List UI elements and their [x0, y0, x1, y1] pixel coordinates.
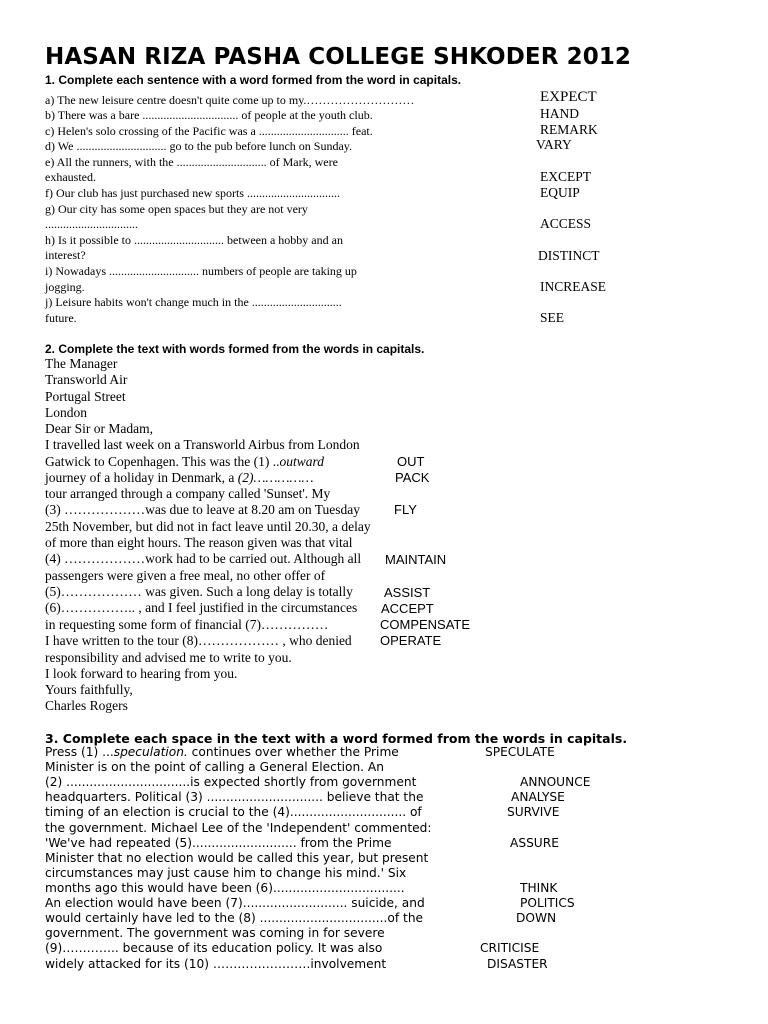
section2-keyword: OPERATE: [380, 633, 442, 648]
letter-line: Charles Rogers: [45, 698, 128, 713]
section3-line: the government. Michael Lee of the 'Independent' commented:: [45, 821, 432, 835]
section1-keyword: EXCEPT: [540, 169, 592, 184]
section3-keyword: THINK: [520, 881, 558, 895]
section1-line: b) There was a bare ................................ of people at the youth club.: [45, 108, 373, 122]
letter-line: 25th November, but did not in fact leave until 20.30, a delay: [45, 519, 371, 534]
section3-keyword: CRITICISE: [480, 941, 540, 955]
section3-line: (9)………….. because of its education policy. It was also: [45, 941, 383, 955]
section3-keyword: SPECULATE: [485, 745, 555, 759]
section1-keyword: REMARK: [540, 122, 598, 137]
section2-keyword: COMPENSATE: [380, 617, 471, 632]
letter-line: in requesting some form of financial (7)……………: [45, 617, 329, 632]
section3-line: timing of an election is crucial to the (4).............................. of: [45, 805, 422, 819]
section1-keyword: SEE: [540, 310, 565, 325]
letter-line: I have written to the tour (8)……………… , who denied: [45, 633, 352, 648]
letter-line: I look forward to hearing from you.: [45, 666, 238, 681]
letter-line: London: [45, 405, 87, 420]
letter-line: Gatwick to Copenhagen. This was the (1) ..outward: [45, 454, 324, 469]
section1-line: g) Our city has some open spaces but they are not very: [45, 202, 308, 216]
section2-keyword: ACCEPT: [381, 601, 434, 616]
letter-line: tour arranged through a company called 'Sunset'. My: [45, 486, 331, 501]
section1-line: d) We .............................. go to the pub before lunch on Sunday.: [45, 139, 352, 153]
section1-keyword: ACCESS: [540, 216, 592, 231]
page-title: HASAN RIZA PASHA COLLEGE SHKODER 2012: [45, 44, 632, 70]
letter-line: responsibility and advised me to write to you.: [45, 650, 292, 665]
section3-line: circumstances may just cause him to change his mind.' Six: [45, 866, 407, 880]
section1-keyword: INCREASE: [540, 279, 607, 294]
letter-line: Transworld Air: [45, 372, 128, 387]
section3-line: government. The government was coming in for severe: [45, 926, 385, 940]
section1-keyword: DISTINCT: [538, 248, 600, 263]
section1-line: jogging.: [45, 280, 85, 294]
section1-line: e) All the runners, with the .............................. of Mark, were: [45, 155, 338, 169]
section3-line: would certainly have led to the (8) .................................of the: [45, 911, 424, 925]
section3-line: An election would have been (7)........................... suicide, and: [45, 896, 425, 910]
section3-keyword: ANALYSE: [511, 790, 565, 804]
section2-keyword: OUT: [397, 454, 425, 469]
section3-keyword: DOWN: [516, 911, 557, 925]
section3-keyword: ANNOUNCE: [520, 775, 591, 789]
section2-keyword: PACK: [395, 470, 430, 485]
letter-line: journey of a holiday in Denmark, a (2)……………: [45, 470, 314, 485]
section1-line: j) Leisure habits won't change much in the ..............................: [45, 295, 342, 309]
section1-keyword: VARY: [536, 137, 572, 152]
section3-line: widely attacked for its (10) ……………………involvement: [45, 957, 387, 971]
section3-keyword: DISASTER: [487, 957, 548, 971]
letter-line: of more than eight hours. The reason given was that vital: [45, 535, 353, 550]
section3-line: (2) ................................is expected shortly from government: [45, 775, 417, 789]
letter-line: (3) ………………was due to leave at 8.20 am on Tuesday: [45, 502, 360, 517]
letter-line: The Manager: [45, 356, 118, 371]
section1-line: ...............................: [45, 217, 138, 231]
section3-line: Minister is on the point of calling a General Election. An: [45, 760, 384, 774]
section1-line: exhausted.: [45, 170, 96, 184]
section3-keyword: SURVIVE: [507, 805, 560, 819]
section3-line: 'We've had repeated (5)........................... from the Prime: [45, 836, 392, 850]
section3-line: headquarters. Political (3) .............................. believe that the: [45, 790, 424, 804]
section1-keyword: EXPECT: [540, 89, 597, 105]
section3-keyword: ASSURE: [510, 836, 559, 850]
section1-line: c) Helen's solo crossing of the Pacific was a .............................. feat.: [45, 124, 373, 138]
section1-line: i) Nowadays .............................. numbers of people are taking up: [45, 264, 357, 278]
section1-line: f) Our club has just purchased new sports ...............................: [45, 186, 340, 200]
section2-heading: 2. Complete the text with words formed from the words in capitals.: [45, 342, 425, 356]
example-answer: speculation.: [113, 745, 188, 759]
section1-keyword: HAND: [540, 106, 579, 121]
section2-keyword: FLY: [394, 502, 417, 517]
section1-line: future.: [45, 311, 77, 325]
letter-line: Dear Sir or Madam,: [45, 421, 153, 436]
letter-line: (4) ………………work had to be carried out. Although all: [45, 551, 362, 566]
section1-line: h) Is it possible to .............................. between a hobby and an: [45, 233, 343, 247]
letter-line: Yours faithfully,: [45, 682, 133, 697]
section1-line: interest?: [45, 248, 86, 262]
section1-line: a) The new leisure centre doesn't quite come up to my.………………………: [45, 93, 415, 107]
letter-line: passengers were given a free meal, no other offer of: [45, 568, 326, 583]
letter-line: (6)…………….. , and I feel justified in the circumstances: [45, 600, 358, 615]
section3-line: Minister that no election would be called this year, but present: [45, 851, 429, 865]
example-answer: outward: [279, 454, 324, 469]
section3-heading: 3. Complete each space in the text with a word formed from the words in capitals.: [45, 731, 628, 746]
letter-line: (5)……………… was given. Such a long delay is totally: [45, 584, 353, 599]
section1-keyword: EQUIP: [540, 185, 580, 200]
section3-keyword: POLITICS: [520, 896, 575, 910]
section2-keyword: ASSIST: [384, 585, 431, 600]
section3-line: months ago this would have been (6)..................................: [45, 881, 405, 895]
section2-keyword: MAINTAIN: [385, 552, 447, 567]
section3-line: Press (1) ...speculation. continues over whether the Prime: [45, 745, 399, 759]
letter-line: I travelled last week on a Transworld Airbus from London: [45, 437, 360, 452]
letter-line: Portugal Street: [45, 389, 126, 404]
section1-heading: 1. Complete each sentence with a word formed from the word in capitals.: [45, 73, 462, 87]
